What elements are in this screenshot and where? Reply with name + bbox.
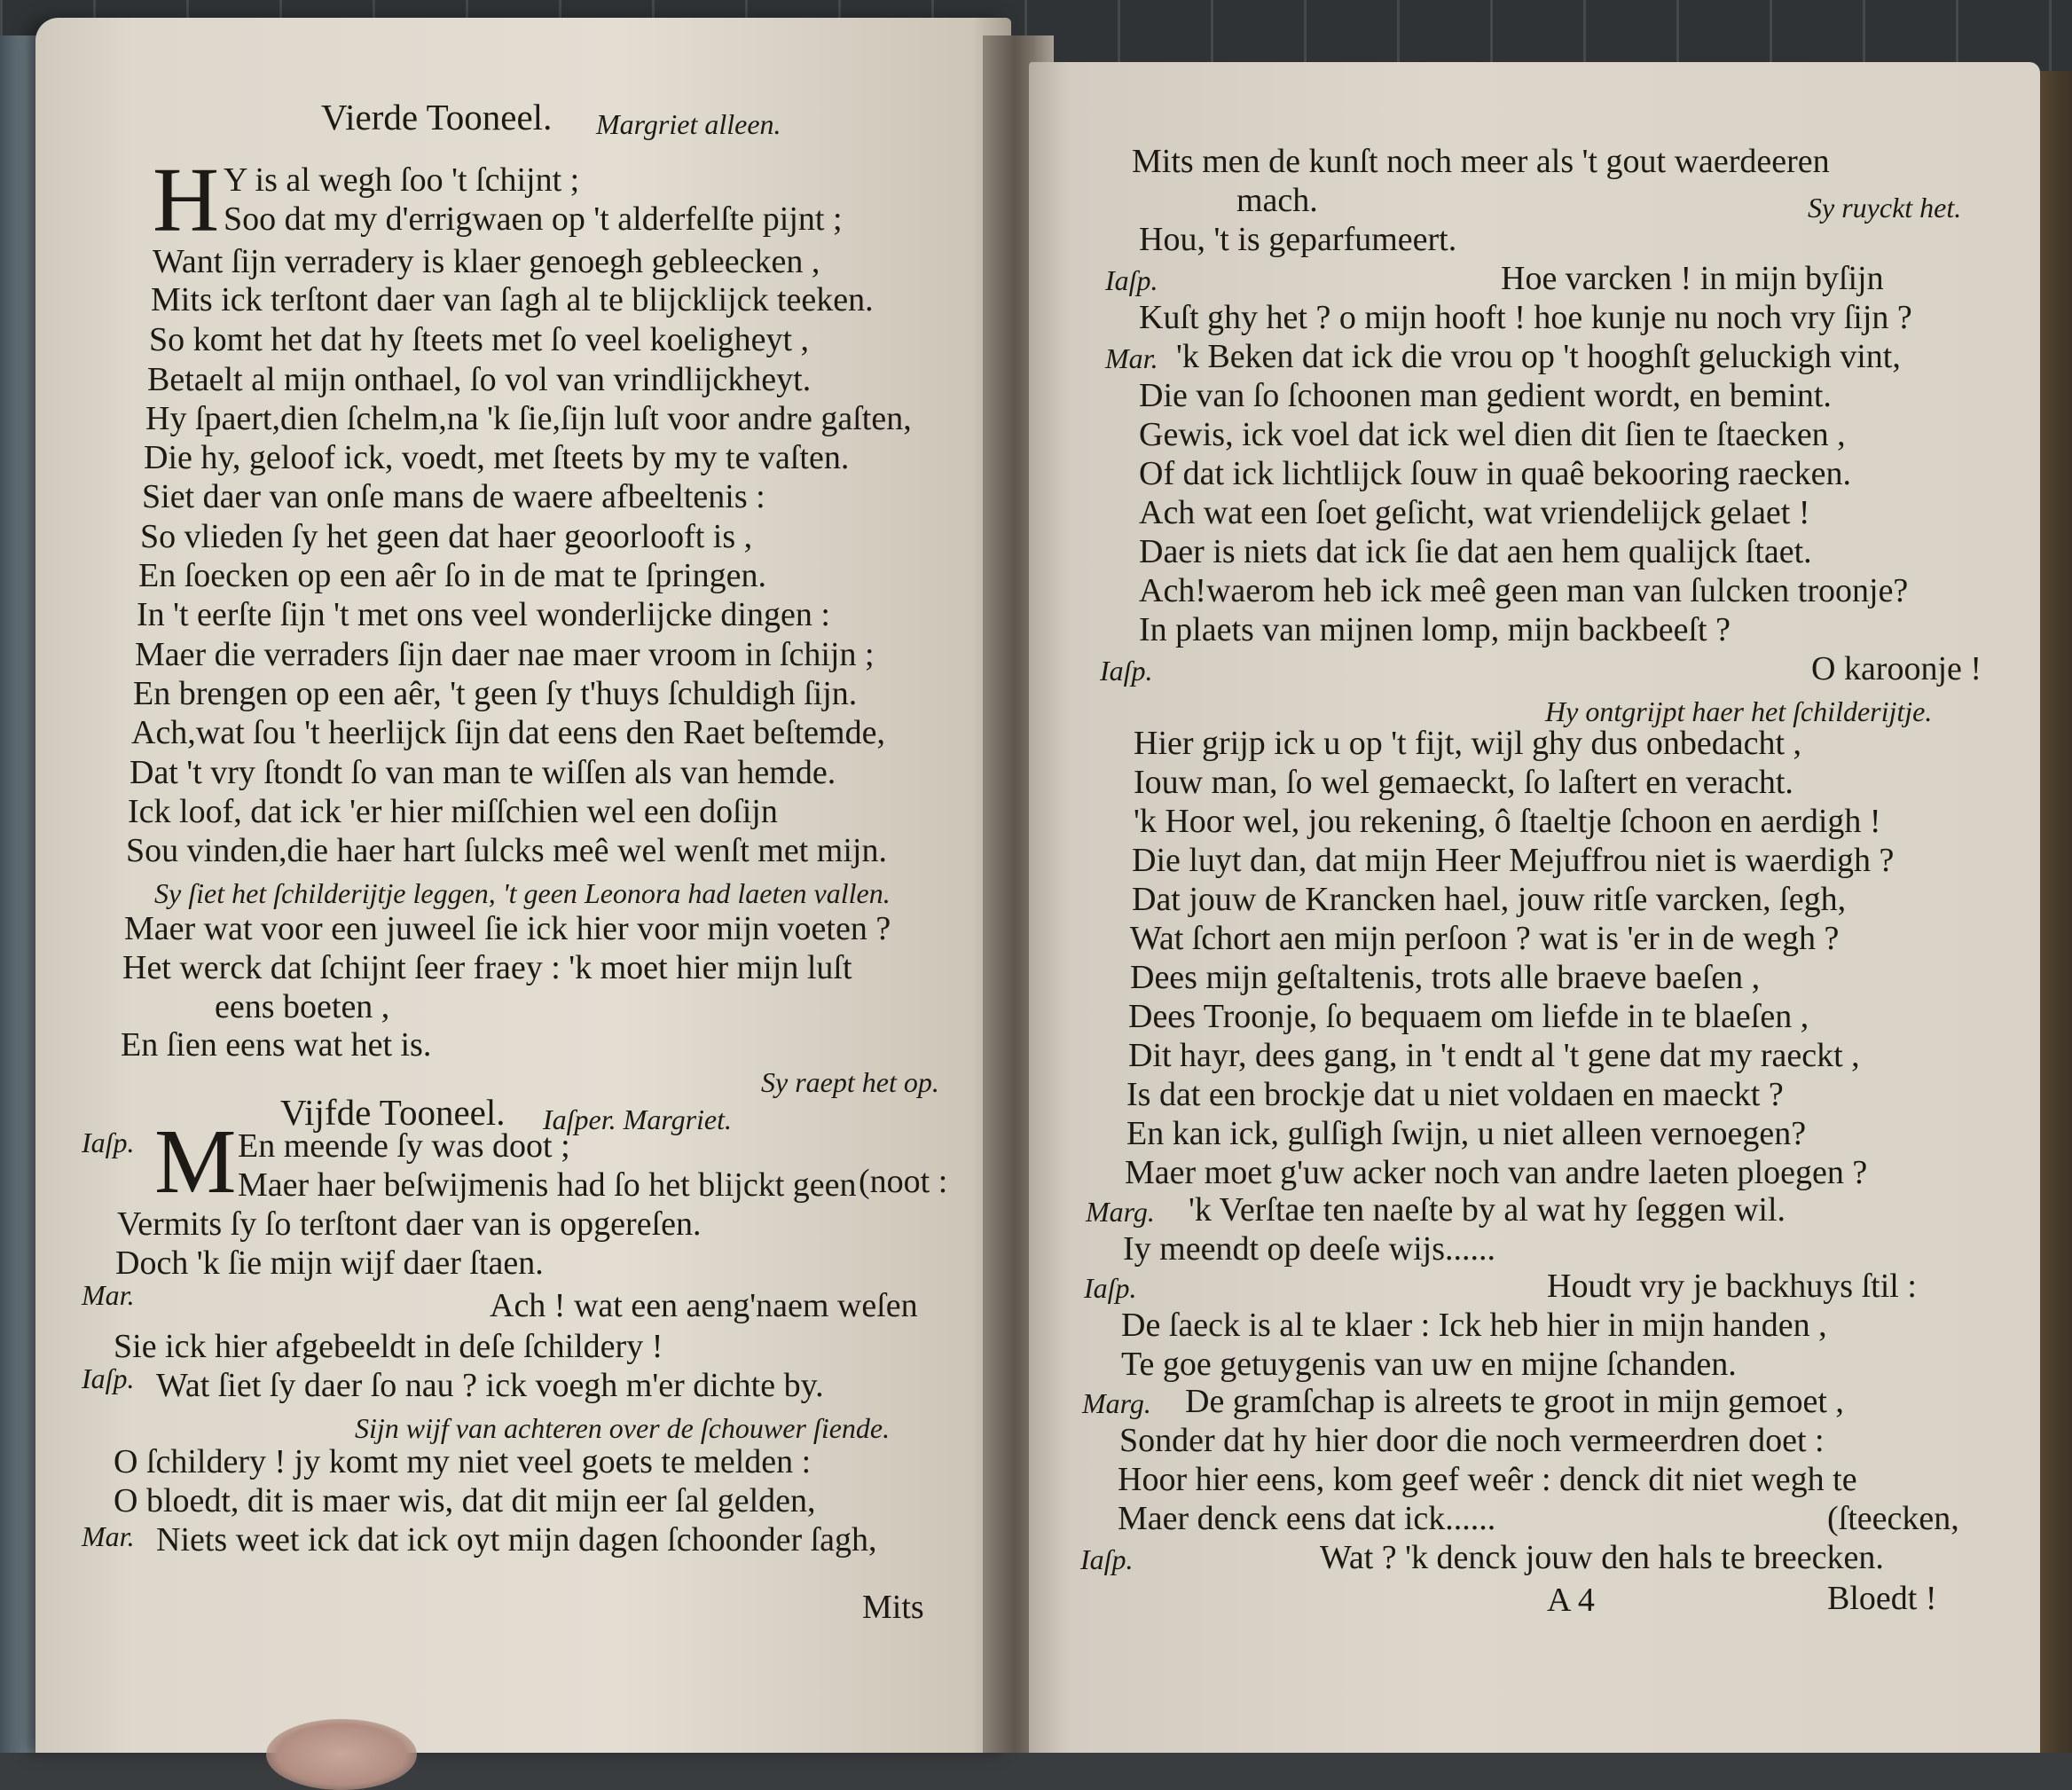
text-line: Want ſijn verradery is klaer genoegh gebleecken , (153, 243, 820, 280)
text-line: Die van ſo ſchoonen man gedient wordt, en bemint. (1139, 377, 1832, 414)
text-line: Te goe getuygenis van uw en mijne ſchanden. (1121, 1346, 1737, 1383)
text-line: Wat ſchort aen mijn perſoon ? wat is 'er in de wegh ? (1130, 920, 1840, 957)
text-line: En kan ick, gulſigh ſwijn, u niet alleen vernoegen? (1126, 1115, 1807, 1152)
text-line: Sonder dat hy hier door die noch vermeerdren doet : (1119, 1422, 1825, 1459)
text-line: Dit hayr, dees gang, in 't endt al 't gene dat my raeckt , (1128, 1037, 1860, 1074)
text-line: Dees mijn geſtaltenis, trots alle braeve baeſen , (1130, 959, 1761, 996)
scene-heading: Vijfde Tooneel. (280, 1092, 506, 1133)
text-line: Daer is niets dat ick ſie dat aen hem qualijck ſtaet. (1139, 533, 1812, 570)
speaker-label: Iaſp. (1084, 1272, 1137, 1304)
text-line: En meende ſy was doot ; (238, 1127, 570, 1165)
speaker-label: Iaſp. (82, 1127, 135, 1158)
text-line: Kuſt ghy het ? o mijn hooft ! hoe kunje nu noch vry ſijn ? (1139, 299, 1912, 336)
text-line: mach. (1236, 182, 1318, 219)
catchword: Bloedt ! (1827, 1580, 1937, 1617)
text-line: (ſteecken, (1827, 1500, 1959, 1537)
text-line: Ach!waerom heb ick meê geen man van ſulcken troonje? (1139, 572, 1909, 609)
speaker-label: Marg. (1082, 1387, 1151, 1419)
text-line: Het werck dat ſchijnt ſeer fraey : 'k moet hier mijn luſt (122, 949, 852, 986)
text-line: In 't eerſte ſijn 't met ons veel wonderlijcke dingen : (137, 596, 830, 633)
text-line: En brengen op een aêr, 't geen ſy t'huys ſchuldigh ſijn. (133, 675, 858, 712)
text-line: Mits men de kunſt noch meer als 't gout waerdeeren (1132, 143, 1830, 180)
speaker-label: Iaſp. (1105, 264, 1158, 296)
text-line: Maer die verraders ſijn daer nae maer vroom in ſchijn ; (135, 636, 875, 673)
drop-initial: M (154, 1111, 237, 1213)
text-line: So vlieden ſy het geen dat haer geoorlooft is , (140, 518, 753, 555)
text-line: In plaets van mijnen lomp, mijn backbeeſt ? (1139, 611, 1731, 648)
finger-tip (266, 1719, 417, 1790)
stage-direction: Hy ontgrijpt haer het ſchilderijtje. (1545, 695, 1933, 727)
left-page (35, 18, 1011, 1753)
stage-direction: Sy raept het op. (761, 1066, 939, 1098)
speaker-label: Mar. (82, 1520, 135, 1552)
text-line: Wat ſiet ſy daer ſo nau ? ick voegh m'er dichte by. (156, 1367, 824, 1404)
text-line: Houdt vry je backhuys ſtil : (1547, 1268, 1917, 1305)
text-line: Gewis, ick voel dat ick wel dien dit ſien te ſtaecken , (1139, 416, 1846, 453)
scene-persons: Iaſper. Margriet. (543, 1103, 733, 1135)
text-line: Dat 't vry ſtondt ſo van man te wiſſen als van hemde. (130, 754, 836, 791)
text-line: Sou vinden,die haer hart ſulcks meê wel wenſt met mijn. (126, 832, 887, 869)
text-line: Maer wat voor een juweel ſie ick hier voor mijn voeten ? (124, 910, 891, 947)
text-line: Iy meendt op deeſe wijs...... (1123, 1230, 1496, 1268)
signature-mark: A 4 (1547, 1582, 1595, 1619)
text-line: Hou, 't is geparfumeert. (1139, 221, 1457, 258)
drop-initial: H (153, 149, 220, 251)
text-line: Dees Troonje, ſo bequaem om liefde in te blaeſen , (1128, 998, 1809, 1035)
right-page (1029, 62, 2040, 1753)
text-line: Of dat ick lichtlijck ſouw in quaê bekooring raecken. (1139, 455, 1852, 492)
stage-direction: Sy ſiet het ſchilderijtje leggen, 't geen Leonora had laeten vallen. (154, 877, 891, 909)
text-line: Maer denck eens dat ick...... (1118, 1500, 1496, 1537)
text-line: Betaelt al mijn onthael, ſo vol van vrindlijckheyt. (147, 361, 812, 398)
speaker-label: Marg. (1086, 1196, 1155, 1228)
text-line: Ach wat een ſoet geſicht, wat vriendelijck gelaet ! (1139, 494, 1810, 531)
text-line: Is dat een brockje dat u niet voldaen en maeckt ? (1126, 1076, 1784, 1113)
text-line: Maer moet g'uw acker noch van andre laeten ploegen ? (1125, 1154, 1868, 1191)
text-line: Niets weet ick dat ick oyt mijn dagen ſchoonder ſagh, (156, 1521, 877, 1558)
text-line: O bloedt, dit is maer wis, dat dit mijn eer ſal gelden, (114, 1482, 816, 1519)
text-line: Dat jouw de Krancken hael, jouw ritſe varcken, ſegh, (1132, 881, 1847, 918)
scene-persons: Margriet alleen. (596, 108, 781, 140)
text-line: Die hy, geloof ick, voedt, met ſteets by my te vaſten. (144, 439, 850, 476)
text-line: Sie ick hier afgebeeldt in deſe ſchildery ! (114, 1328, 663, 1365)
speaker-label: Mar. (82, 1279, 135, 1311)
speaker-label: Iaſp. (1100, 655, 1153, 687)
catchword: Mits (862, 1589, 924, 1626)
text-line: En ſoecken op een aêr ſo in de mat te ſpringen. (138, 557, 767, 594)
text-line: De ſaeck is al te klaer : Ick heb hier in mijn handen , (1121, 1307, 1827, 1344)
speaker-label: Iaſp. (82, 1362, 135, 1394)
text-line: O karoonje ! (1811, 650, 1982, 687)
stage-direction: Sijn wijf van achteren over de ſchouwer ſiende. (355, 1412, 891, 1444)
text-line: Siet daer van onſe mans de waere afbeeltenis : (142, 478, 765, 515)
text-line: 'k Verſtae ten naeſte by al wat hy ſeggen wil. (1189, 1191, 1786, 1229)
text-line: 'k Hoor wel, jou rekening, ô ſtaeltje ſchoon en aerdigh ! (1134, 803, 1881, 840)
text-line: Ach,wat ſou 't heerlijck ſijn dat eens den Raet beſtemde, (131, 714, 885, 751)
text-line: De gramſchap is alreets te groot in mijn gemoet , (1185, 1383, 1844, 1420)
text-line: Mits ick terſtont daer van ſagh al te blijcklijck teeken. (151, 281, 874, 318)
text-line: Iouw man, ſo wel gemaeckt, ſo laſtert en veracht. (1134, 764, 1793, 801)
text-line: Hier grijp ick u op 't fijt, wijl ghy dus onbedacht , (1134, 725, 1802, 762)
text-line: Ick loof, dat ick 'er hier miſſchien wel een doſijn (128, 793, 778, 830)
text-line: Hy ſpaert,dien ſchelm,na 'k ſie,ſijn luſt voor andre gaſten, (145, 400, 912, 437)
text-line: 'k Beken dat ick die vrou op 't hooghſt geluckigh vint, (1176, 338, 1901, 375)
text-line: O ſchildery ! jy komt my niet veel goets te melden : (114, 1443, 812, 1480)
text-line: Hoe varcken ! in mijn byſijn (1501, 260, 1884, 297)
text-line: Soo dat my d'errigwaen op 't alderfelſte pijnt ; (224, 200, 843, 238)
text-line: Wat ? 'k denck jouw den hals te breecken. (1320, 1539, 1884, 1576)
text-line: Maer haer beſwijmenis had ſo het blijckt geen (238, 1166, 857, 1204)
text-line: So komt het dat hy ſteets met ſo veel koeligheyt , (149, 321, 810, 358)
text-line: En ſien eens wat het is. (121, 1026, 432, 1064)
text-line: (noot : (859, 1163, 948, 1200)
stage-direction: Sy ruyckt het. (1808, 192, 1962, 224)
text-line: Ach ! wat een aeng'naem weſen (490, 1287, 918, 1324)
text-line: Doch 'k ſie mijn wijf daer ſtaen. (115, 1244, 544, 1282)
text-line: Die luyt dan, dat mijn Heer Mejuffrou niet is waerdigh ? (1132, 842, 1895, 879)
scene-heading: Vierde Tooneel. (321, 97, 553, 137)
text-line: eens boeten , (215, 988, 390, 1025)
text-line: Hoor hier eens, kom geef weêr : denck dit niet wegh te (1118, 1461, 1857, 1498)
speaker-label: Mar. (1105, 342, 1158, 374)
speaker-label: Iaſp. (1080, 1543, 1134, 1575)
text-line: Y is al wegh ſoo 't ſchijnt ; (224, 161, 580, 199)
text-line: Vermits ſy ſo terſtont daer van is opgereſen. (117, 1205, 702, 1243)
